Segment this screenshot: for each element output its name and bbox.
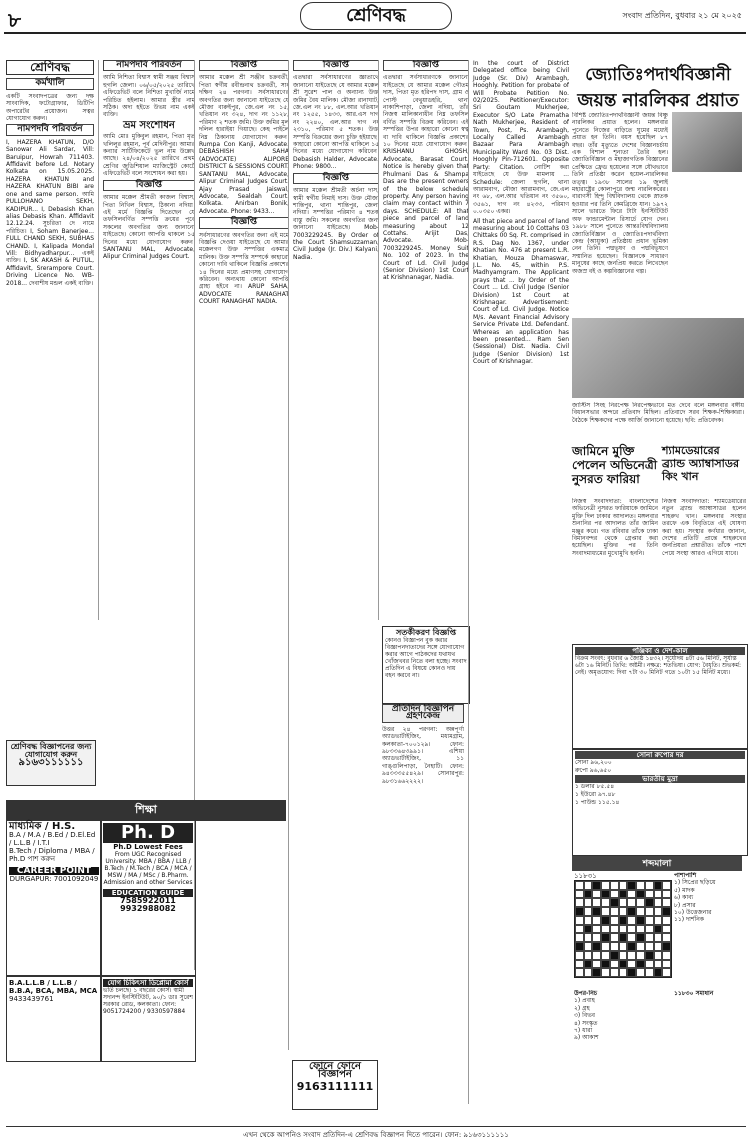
story-nusrat-headline: জামিনে মুক্তি পেলেন অভিনেত্রী নুসরত ফারিয়া [572,444,658,486]
yoga-course-title: যোগ চিকিৎসা ডিপ্লোমা কোর্স [103,979,193,987]
career-line3: B.Tech / Diploma / MBA / Ph.D পাশ করুন [9,847,95,863]
fx-row: ১ পাউন্ড ১১৫.১৪ [575,799,620,806]
classified-contact-ad [6,740,96,786]
story-nusrat-body: নিজস্ব সংবাদদাতা: বাংলাদেশের অভিনেত্রী নুসরত ফারিয়াকে জামিনে মুক্তি দিল ঢাকার আদালত। মঙ্গলবার শুনানির পর আদালত তাঁর জামিন মঞ্জুর করে। গত রবিবার তাঁকে ঢাকা বিমানবন্দর থেকে গ্রেপ্তার করা হয়েছিল। মুক্তির পর তিনি সংবাদমাধ্যমের মুখোমুখি হননি। [572,498,658,557]
ad-centres [382,704,464,1104]
career-phone: DURGAPUR: 7001092049 [9,875,99,883]
crossword-title: শব্দমালা [572,856,742,871]
across-clue: ৬) কাব্য [674,894,694,902]
crossword-across [674,872,744,972]
phd-brand: EDUCATION GUIDE [103,889,193,897]
warning-text: কোনও বিজ্ঞাপন বুক করার বিজ্ঞাপনদাতাদের সঙ্গে যোগাযোগ করার আগে পাঠকদের যথাযথ খোঁজখবর নিতে বলা হচ্ছে। সংবাদ প্রতিদিন এ বিষয়ে কোনও দায় বহন করবে না। [385,637,467,679]
across-clue: ১১) দার্শনিক [674,916,704,924]
column-1 [6,60,94,680]
phd-subtitle: Ph.D Lowest Fees [113,843,183,851]
gold-value: ৯৬,২০০ [590,759,612,766]
down-clue: ২) গ্রহ [574,1004,590,1012]
law-course-phone: 9433439761 [9,995,54,1003]
obituary-photo [672,112,742,172]
section-masthead: শ্রেণিবদ্ধ [300,2,452,30]
warning-notice-box [382,626,470,704]
down-clue: ৪) সংস্কৃত [574,1019,598,1027]
name-change-text-2: আমি নিশিতা বিশ্বাস স্বামী সঞ্জয় বিশ্বাস হুগলি জেলা। ০৬/০৫/২০২৫ তারিখে এফিডেভিট বলে নিশিতা মুখার্জি নামে পরিচিত হইলাম। আমার স্ত্রীর নাম সঠিক। অদ্য হইতে উভয় নাম একই ব্যক্তি। [103,74,195,119]
dateline: সংবাদ প্রতিদিন, বুধবার ২১ মে ২০২৫ [622,11,742,20]
jobs-text: একটি সংবাদপত্রের জন্য দক্ষ সাংবাদিক, ফটোগ্রাফার, ডিটিপি অপারেটর প্রয়োজন। সত্বর যোগাযোগ করুন। [6,92,94,123]
notice-text-col5: এতদ্বারা সর্বসাধারণকে জানানো যাইতেছে যে আমার মক্কেল গৌতম দাস, পিতা মৃত হরিপদ দাস, গ্রাম ও পোস্ট বেথুয়াডহরি, থানা নাকাশিপাড়া, জেলা নদিয়া, তাঁর নিজস্ব মালিকানাধীন নিম্ন তফসিল বর্ণিত সম্পত্তি বিক্রয় করিবেন। এই সম্পত্তির উপর কাহারো কোনো স্বত্ব বা দাবি থাকিলে বিজ্ঞপ্তি প্রকাশের ১০ দিনের মধ্যে যোগাযোগ করুন। KRISHANU GHOSH, Advocate, Barasat Court. Notice is hereby given that Phulmani Das & Shampa Das are the present owners of the below schedule property. Any person having claim may contact within 7 days. SCHEDULE: All that piece and parcel of land measuring about 12 Cottahs. Arijit Das, Advocate. Mob-7003229245. Money Suit No. 102 of 2023. In the Court of Ld. Civil Judge (Senior Division) 1st Court at Krishnanagar, Nadia. [383,74,469,282]
notice-box-title-col3b: বিজ্ঞপ্তি [199,217,289,228]
market-title: সোনা রুপোর দর [575,751,745,759]
across-clue: ১০) উত্তেজনার [674,909,712,917]
education-section-title: শিক্ষা [6,800,286,821]
law-course-ad [6,976,102,1062]
notice-box-title-col4b: বিজ্ঞপ্তি [293,173,379,184]
phone-ad-box [292,1060,378,1110]
panjika-title: পঞ্জিকা ও দেশ-কাল [575,647,745,655]
name-change-text: I, HAZERA KHATUN, D/O Sanowar Ali Sardar, Vill: Baruipur, Howrah 711403. Affidavit before Ld. Notary Kolkata on 15.05.2025. HAZERA KHATUN and HAZERA KHATUN BIBI are one and same person. আমি PULLOHANO SEKH, KADIPUR... I, Debasish Khan alias Debasis Khan. Affidavit 12.12.24. সুচরিতা দে নামে পরিচিত। I, Soham Banerjee... FULL CHAND SEKH, SUBHAS CHAND. I, Kalipada Mondal Vill: Bidhyadharpur... একই ব্যক্তি। I, SK AKASH & PUTUL, Affidavit, Srerampore Court. Driving Licence No. WB-2018... দেবাশীষ মন্ডল একই ব্যক্তি। [6,138,94,287]
career-line2: B.A / M.A / B.Ed / D.El.Ed / L.L.B / I.T.I [9,831,96,847]
classified-box-title: শ্রেণিবদ্ধ [6,60,94,75]
name-change-box-title: নামপদবি পরিবর্তন [103,60,195,71]
column-3 [194,60,289,970]
down-clue: ৯) আকাশ [574,1034,599,1042]
fx-row: ১ ইউরো ৯৭.৪৮ [575,791,616,798]
protest-photo [572,318,744,398]
contact-ad-text: শ্রেণিবদ্ধ বিজ্ঞাপনের জন্য যোগাযোগ করুন [10,742,92,759]
phone-ad-number: 9163111111 [296,1080,374,1093]
warning-title: সতর্কীকরণ বিজ্ঞপ্তি [395,628,457,637]
law-course-title: B.A.L.L.B / L.L.B / B.B.A, BCA, MBA, MCA [9,979,98,995]
career-line1: মাধ্যমিক / H.S. [9,821,76,832]
notice-text-col4: এতদ্বারা সর্বসাধারণের জ্ঞাতার্থে জানানো যাইতেছে যে আমার মক্কেল শ্রী সুরেশ পাল ও অন্যান্য উক্ত জমির বৈধ মালিক। মৌজা রানাঘাট, জে.এল নং ৮৮, এল.আর খতিয়ান নং ১২৫৫, ১৪৩৩, আর.এস দাগ নং ২২৪০, এল.আর দাগ নং ২৩১০, পরিমাণ ৫ শতক। উক্ত সম্পত্তি বিক্রয়ের জন্য চুক্তি হইয়াছে। কাহারো কোনো আপত্তি থাকিলে ১৫ দিনের মধ্যে যোগাযোগ করিবেন। Debasish Halder, Advocate. Phone: 9800... [293,74,379,171]
notice-box-title: বিজ্ঞপ্তি [103,180,195,191]
notice-text-col3b: সর্বসাধারণের অবগতির জন্য এই মর্মে বিজ্ঞপ্তি দেওয়া যাইতেছে যে আমার মক্কেলগণ উক্ত সম্পত্তির একমাত্র মালিক। উক্ত সম্পত্তি সম্পর্কে কাহারো কোনো দাবি থাকিলে বিজ্ঞপ্তি প্রকাশের ১৪ দিনের মধ্যে প্রমাণসহ যোগাযোগ করিবেন। অন্যথায় কোনো আপত্তি গ্রাহ্য হইবে না। ARUP SAHA, ADVOCATE RANAGHAT COURT RANAGHAT NADIA. [199,231,289,306]
crossword-answers [674,990,744,1100]
notice-text-col4b: আমার মক্কেল শ্রীমতী অর্চনা দাস, স্বামী স্বর্গীয় নিমাই দাস। উক্ত মৌজা শান্তিপুর, থানা শান্তিপুর, জেলা নদিয়া। সম্পত্তির পরিমাণ ৪ শতক বাস্তু জমি। সকলের অবগতির জন্য জানানো যাইতেছে। Mob-7003229245. By Order of the Court Shamsuzzaman, Civil Judge (Jr. Div.) Kalyani, Nadia. [293,187,379,261]
column-5 [378,60,469,620]
story-brand-headline: শ্যামডেয়ারের ব্র্যান্ড অ্যাম্বাসাডর কিং খান [662,444,739,483]
section-correction: ভ্রম সংশোধন [123,119,175,131]
obituary-body: বিশিষ্ট জ্যোতিঃপদার্থবিজ্ঞানী জয়ন্ত বিষ্ণু নারলিকর প্রয়াত হলেন। মঙ্গলবার পুনেতে নিজের বাড়িতে ঘুমের মধ্যেই প্রয়াত হন তিনি। বয়স হয়েছিল ৮৭ বছর। তাঁর মৃত্যুতে দেশের বিজ্ঞানচর্চায় এক বিশাল শূন্যতা তৈরি হল। জ্যোতির্বিজ্ঞান ও মহাজাগতিক বিজ্ঞানের প্রেক্ষিতে ফ্রেড হয়েলের সঙ্গে যৌথভাবে তিনি প্রতিষ্ঠা করেন হয়েল-নারলিকর তত্ত্ব। ১৯৩৮ সালের ১৯ জুলাই মহারাষ্ট্রের কোলাপুরে জন্ম নারলিকরের। বারাণসী হিন্দু বিশ্ববিদ্যালয় থেকে স্নাতক হওয়ার পর তিনি কেমব্রিজে যান। ১৯৭২ সালে ভারতে ফিরে টাটা ইনস্টিটিউট অফ ফান্ডামেন্টাল রিসার্চে যোগ দেন। ১৯৮৮ সালে পুনেতে আন্তঃবিশ্ববিদ্যালয় জ্যোতির্বিজ্ঞান ও জ্যোতিঃপদার্থবিদ্যা কেন্দ্র (আয়ুকা) প্রতিষ্ঠায় প্রধান ভূমিকা নেন তিনি। পদ্মভূষণ ও পদ্মবিভূষণে সম্মানিত হয়েছেন। বিজ্ঞানকে সাধারণ মানুষের কাছে জনপ্রিয় করতে লিখেছেন অজস্র বই ও কল্পবিজ্ঞানের গল্প। [572,112,668,275]
probate-notice: In the court of District Delegated office being Civil Judge (Sr. Div) Arambagh, Hooghly. Petition for probate of Will Probate Petition No. 02/2025. Petitioner/Executor: Sri Goutam Mukherjee, Executor S/O Late Pramatha Nath Mukherjee, Resident of Town, Post, Ps. Arambagh, Locally Called Arambagh Bazaar Para Arambagh Municipality Ward No. 03 Dist. Hooghly Pin-712601. Opposite Party: Citation. নোটিশ করা যাইতেছে যে উক্ত মামলায় ... Schedule: জেলা হুগলি, থানা আরামবাগ, মৌজা আরামবাগ, জে.এল নং ৬৮, এল.আর খতিয়ান নং ৩৫৬০, ৩৫৬১, দাগ নং ৪২৩৩, পরিমাণ ০.০৩৫০ একর। [473,60,569,216]
across-clue: ৫) মাদক [674,886,695,894]
crossword-grid[interactable] [574,880,672,978]
column-6 [468,60,569,1104]
career-brand: CAREER POINT [9,867,99,875]
phd-phone: 7585922011 9932988082 [120,896,176,913]
phd-body: From UGC Recognised University. MBA / BBA / LLB / B.Tech / M.Tech / BCA / MCA / MSW / MA / MSc / B.Pharm. Admission and other Services [103,851,193,886]
story-brand-body: নিজস্ব সংবাদদাতা: শ্যামডেয়ারের নতুন ব্র্যান্ড অ্যাম্বাসাডর হলেন শাহরুখ খান। মঙ্গলবার সংস্থার তরফে এক বিবৃতিতে এই ঘোষণা করা হয়। সংস্থার কর্ণধার জানান, দেশের প্রতিটি প্রান্তে শাহরুখের জনপ্রিয়তা প্রশ্নাতীত। তাঁকে পাশে পেয়ে সংস্থা আরও এগিয়ে যাবে। [662,498,746,557]
panjika-body: বিক্রম সংবৎ: বুধবার ৬ জ্যৈষ্ঠ ১৪৩২। সূর্যোদয় ৪টা ৫৬ মিনিট, সূর্যাস্ত ৬টা ১৬ মিনিট। তিথি: অষ্টমী। নক্ষত্র: শতভিষা। যোগ: বৈধৃতি। শুভকর্ম: নেই। অমৃতযোগ: দিবা ৭টা ৩০ মিনিট গতে ১০টা ১৫ মিনিট মধ্যে। [575,655,742,676]
crossword-number: ১১৮৩১ [574,872,597,880]
notice-box-title-col5: বিজ্ঞপ্তি [383,60,469,71]
schedule-notice: All that piece and parcel of land measuring about 10 Cottahs 03 Chittaks 00 Sq. Ft. comprised in R.S. Dag No. 1367, under Khatian No. 476 at present L.R. Khatian, Mouza Dhamaswar, J.L. No. 45, within P.S. Madhyamgram. The Applicant prays that ... by Order of the Court ... Ld. Civil Judge (Senior Division) 1st Court at Krishnagar. Advertisement: Court of Ld. Civil Judge. Notice M/s. Aevant Financial Advisory Service Private Ltd. Defendant. Whereas an application has been presented... Ram Sen (Sessional) Dist. Nadia. Civil Judge (Senior Division) 1st Court of Krishnagar. [473,217,569,366]
ad-centres-text: উত্তর ২৪ পরগনা: অন্নপূর্ণা অ্যাডভার্টাইজিং, মধ্যমগ্রাম, কলকাতা-৭০০১২৯। ফোন: ৯৮৩৩৬৪৩৯৯১। এশিয়া অ্যাডভার্টাইজিং, ১১ গাঙ্গুলিপাড়া, নৈহাটি। ফোন: ৯৪৩৩৩৫৫৪২৯। সোনারপুর: ৯৮৩১৬৬২২২২। [382,725,464,785]
across-title: পাশাপাশি [674,872,697,879]
gold-label: সোনা [575,759,589,766]
notice-text-col2: আমার মক্কেল শ্রীমতী কাজল বিশ্বাস, পিতা নিখিল বিশ্বাস, ঠিকানা নদিয়া। এই মর্মে বিজ্ঞপ্তি দিতেছেন যে তফসিলবর্ণিত সম্পত্তি ক্রয়ের পূর্বে সকলের অবগতির জন্য জানানো যাইতেছে। কোনো আপত্তি থাকলে ১৫ দিনের মধ্যে যোগাযোগ করুন। SANTANU MAL, Advocate, Alipur Criminal Judges Court. [103,194,195,261]
notice-box-title-col3: বিজ্ঞপ্তি [199,60,289,71]
page-number: ৮ [8,8,21,32]
down-clue: ৩) বিভব [574,1012,596,1020]
notice-box-title-col4: বিজ্ঞপ্তি [293,60,379,71]
section-jobs: কর্মখালি [6,78,94,89]
crossword-down [574,990,670,1100]
yoga-course-body: ভর্তি চলছে। ১ বছরের কোর্স। স্বামী সদানন্দ ইনস্টিটিউট, ৯০/১ ডাঃ সুরেশ সরকার রোড, কলকাতা। ফোন: 9051724200 / 9330597884 [103,987,193,1015]
ad-centres-title: প্রতিদিন বিজ্ঞাপন গ্রহণকেন্দ্র [382,704,464,723]
fx-title: ভারতীয় মুদ্রা [575,775,745,783]
across-clue: ১) সিপ্রের ছড়িয়ে [674,879,716,887]
phd-ad [100,820,196,976]
column-2 [98,60,195,620]
correction-text: আমি মোঃ মুকিবুল রহমান, পিতা মৃত খলিলুর রহমান, পূর্ব মেদিনীপুর। আমার কন্যার সার্টিফিকেটে ভুল নাম উল্লেখ আছে। ২৪/০৪/২০২৫ তারিখে প্রথম শ্রেণির জুডিশিয়াল ম্যাজিস্ট্রেট কোর্টে এফিডেভিট বলে সংশোধন করা হয়। [103,133,195,178]
column-4 [288,60,379,1050]
across-clue: ৮) প্রসার [674,901,696,909]
protest-caption: জাস্টিস সিংহ নিরপেক্ষ নিরপেক্ষভাবে মত দেবে বলে মঙ্গলবার বঙ্গীয় বিধানসভার অন্দরে প্রতিবাদ মিছিল। প্রতিবাদে সরব শিক্ষক-শিক্ষিকারা। বৈঠকে শিক্ষকদের পক্ষে আর্জি জানানো হয়েছে। ছবি: প্রতিবেদক। [572,402,744,424]
obituary-headline: জয়ন্ত নারলিকর প্রয়াত [577,90,739,111]
silver-label: রুপো [575,767,588,774]
phone-ad-title: ফোনে ফোনে বিজ্ঞাপন [309,1061,361,1080]
market-box [572,748,748,856]
down-clue: ৭) ধারা [574,1027,593,1035]
notice-text-col3: আমার মক্কেল শ্রী সঞ্জীব চক্রবর্তী, পিতা স্বর্গীয় রবীন্দ্রনাথ চক্রবর্তী, সাং দক্ষিণ ২৪ পরগনা। সর্বসাধারণের অবগতির জন্য জানানো যাইতেছে যে মৌজা বারুইপুর, জে.এল নং ১৫, খতিয়ান নং ৩২৪, দাগ নং ১১২৮, পরিমাণ ২ শতক জমি। উক্ত জমির মূল দলিল হারাইয়া গিয়াছে। কেহ পাইলে নিম্ন ঠিকানায় যোগাযোগ করুন। Rumpa Con Kanji, Advocate. DEBASHISH SAHA (ADVOCATE) ALIPORE DISTRICT & SESSIONS COURT. SANTANU MAL, Advocate, Alipur Criminal Judges Court. Ajay Prasad Jaiswal, Advocate, Sealdah Court. Kolkata. Anirban Bonik, Advocate. Phone: 9433... [199,74,289,215]
panjika-box [572,644,748,750]
header-rule [4,32,746,34]
obituary-kicker: জ্যোতিঃপদার্থবিজ্ঞানী [585,65,731,85]
down-title: উপর-নিচ [574,990,598,997]
answer-title: ১১৮৩০ সমাধান [674,990,714,997]
phd-title: Ph. D [103,823,193,843]
yoga-course-ad [100,976,196,1062]
footer-note: এখন থেকে আপনিও সংবাদ প্রতিদিন-এ শ্রেণিবদ্ধ বিজ্ঞাপন দিতে পারেন। ফোন: ৯১৬৩১১১১১১ [6,1126,746,1141]
silver-value: ৯৬,৬৫০ [589,767,612,774]
section-name-change: নামপদবি পরিবর্তন [6,124,94,135]
fx-row: ১ ডলার ৮৫.৫৪ [575,783,615,790]
career-point-ad [6,820,102,976]
contact-ad-phone: ৯১৬৩১১১১১১ [18,757,84,768]
down-clue: ১) প্রবাহ [574,997,595,1005]
